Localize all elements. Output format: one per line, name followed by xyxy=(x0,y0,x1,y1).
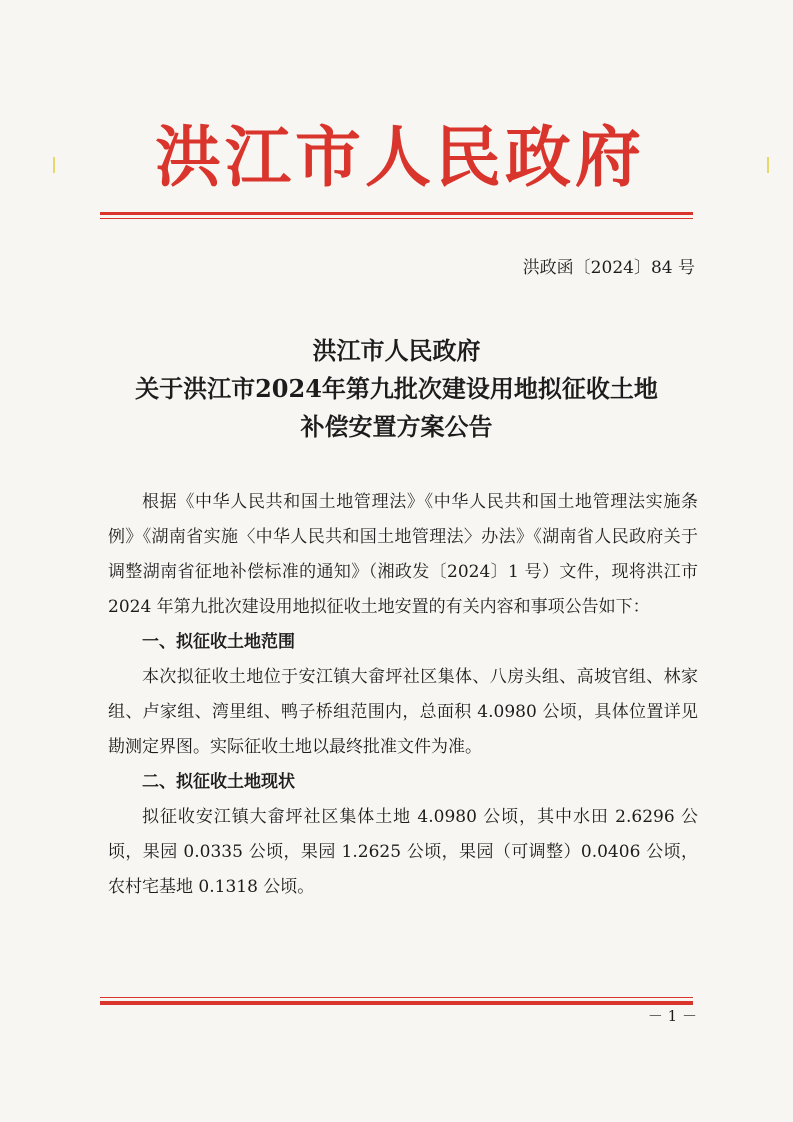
title-line: 关于洪江市2024年第九批次建设用地拟征收土地 xyxy=(135,374,658,403)
section-heading: 二、拟征收土地现状 xyxy=(142,772,295,792)
title-line: 洪江市人民政府 xyxy=(312,336,481,365)
header-rule-thin xyxy=(100,218,693,219)
footer-rule-thick xyxy=(100,1001,693,1005)
intro-paragraph: 根据《中华人民共和国土地管理法》《中华人民共和国土地管理法实施条例》《湖南省实施〈中华人民共和国土地管理法〉办法》《湖南省人民政府关于调整湖南省征地补偿标准的通知》（湘政发〔2024〕1 号）文件，现将洪江市 2024 年第九批次建设用地拟征收土地安置的有关内容和事项公告如下： xyxy=(108,492,698,617)
section-heading: 一、拟征收土地范围 xyxy=(142,632,295,652)
section-paragraph: 本次拟征收土地位于安江镇大畲坪社区集体、八房头组、高坡官组、林家组、卢家组、湾里组、鸭子桥组范围内，总面积 4.0980 公顷，具体位置详见勘测定界图。实际征收土地以最终批准文件为准。 xyxy=(108,667,698,757)
footer-rule-thin xyxy=(100,997,693,998)
document-number: 洪政函〔2024〕84 号 xyxy=(522,258,695,278)
section-paragraph: 拟征收安江镇大畲坪社区集体土地 4.0980 公顷，其中水田 2.6296 公顷，果园 0.0335 公顷，果园 1.2625 公顷，果园（可调整）0.0406 公顷，农村宅基地 0.1318 公顷。 xyxy=(108,807,698,897)
title-line: 补偿安置方案公告 xyxy=(300,412,493,441)
issuer-header: 洪江市人民政府 xyxy=(155,118,645,196)
document-title xyxy=(100,332,693,446)
document-body xyxy=(108,485,698,905)
margin-mark xyxy=(53,157,55,173)
page-number: － 1 － xyxy=(647,1007,697,1025)
margin-mark xyxy=(767,157,769,173)
header-rule-thick xyxy=(100,212,693,215)
